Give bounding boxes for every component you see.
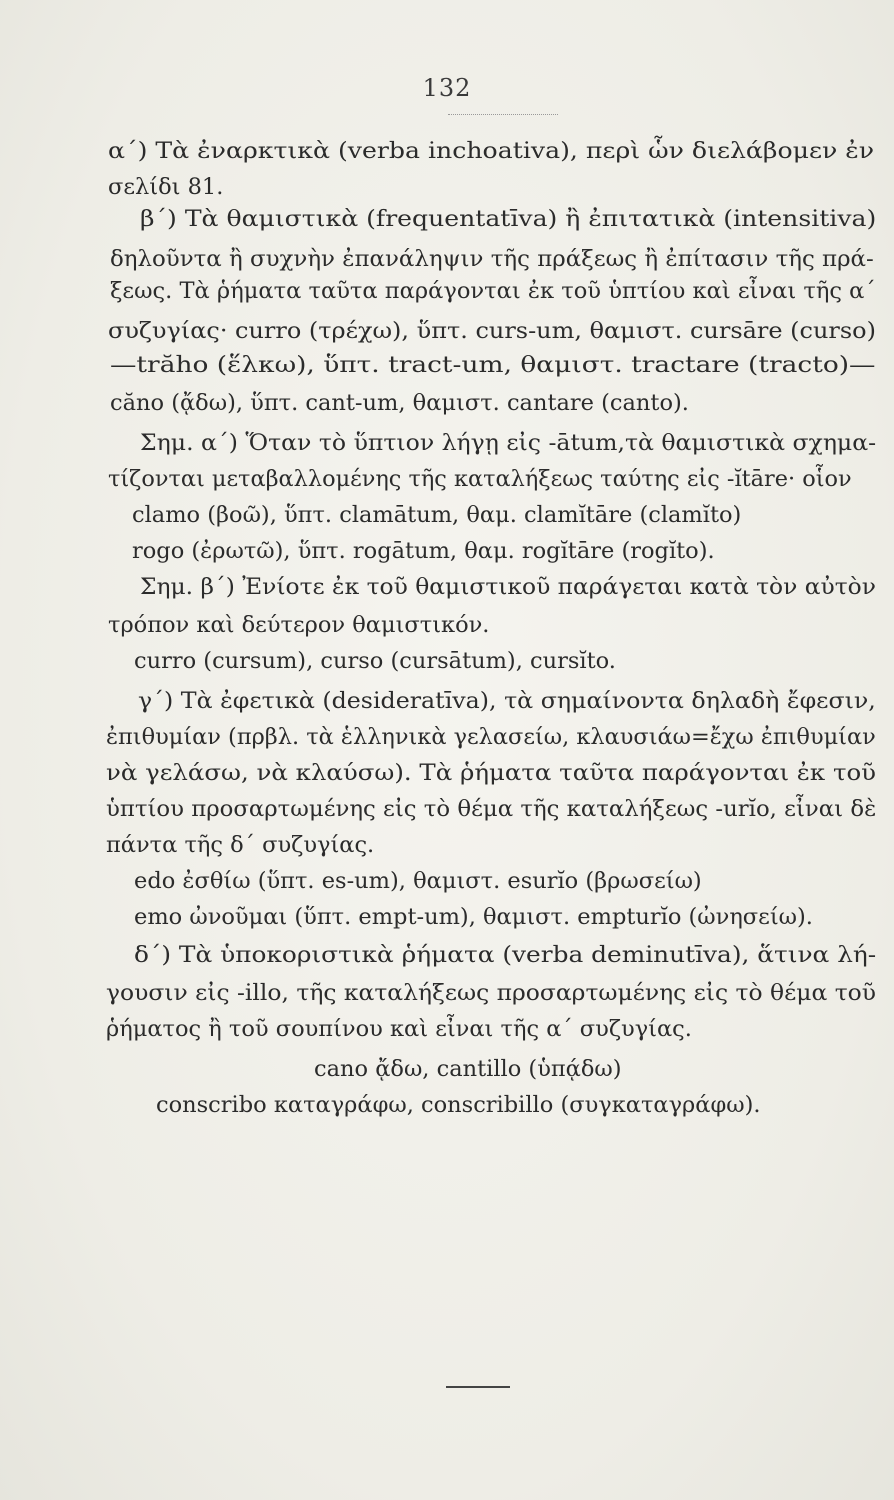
text-line: clamo (βοῶ), ὕπτ. clamātum, θαμ. clamĭtāre (clamĭto) <box>132 502 742 528</box>
text-line: curro (cursum), curso (cursātum), cursĭto. <box>134 648 616 674</box>
text-line: δηλοῦντα ἢ συχνὴν ἐπανάληψιν τῆς πράξεως ἢ ἐπίτασιν τῆς πρά- <box>110 246 874 272</box>
text-line: γ΄) Τὰ ἐφετικὰ (desideratīva), τὰ σημαίνοντα δηλαδὴ ἔφεσιν, <box>138 688 876 714</box>
text-line: edo ἐσθίω (ὕπτ. es-um), θαμιστ. esurĭo (βρωσείω) <box>134 868 702 894</box>
text-line: πάντα τῆς δ΄ συζυγίας. <box>106 832 375 858</box>
text-line: ἐπιθυμίαν (πρβλ. τὰ ἑλληνικὰ γελασείω, κλαυσιάω=ἔχω ἐπιθυμίαν <box>106 724 876 750</box>
page-number: 132 <box>422 74 472 102</box>
text-line: emo ὠνοῦμαι (ὕπτ. empt-um), θαμιστ. empturĭo (ὠνησείω). <box>134 904 813 930</box>
footer-divider <box>446 1386 510 1388</box>
text-line: rogo (ἐρωτῶ), ὕπτ. rogātum, θαμ. rogĭtāre (rogĭto). <box>132 538 715 564</box>
text-line: conscribo καταγράφω, conscribillo (συγκαταγράφω). <box>156 1092 761 1118</box>
text-line: α΄) Τὰ ἐναρκτικὰ (verba inchoativa), περὶ ὧν διελάβομεν ἐν <box>108 138 875 164</box>
text-line: β΄) Τὰ θαμιστικὰ (frequentatīva) ἢ ἐπιτατικὰ (intensitiva) <box>140 206 877 232</box>
text-line: ξεως. Τὰ ῥήματα ταῦτα παράγονται ἐκ τοῦ ὑπτίου καὶ εἶναι τῆς α΄ <box>110 278 876 304</box>
text-line: τίζονται μεταβαλλομένης τῆς καταλήξεως ταύτης εἰς -ĭtāre· οἷον <box>108 466 852 492</box>
text-line: Σημ. β΄) Ἐνίοτε ἐκ τοῦ θαμιστικοῦ παράγεται κατὰ τὸν αὐτὸν <box>140 574 876 600</box>
text-line: ῥήματος ἢ τοῦ σουπίνου καὶ εἶναι τῆς α΄ συζυγίας. <box>106 1016 692 1042</box>
text-line: Σημ. α΄) Ὅταν τὸ ὕπτιον λήγῃ εἰς -ātum,τὰ θαμιστικὰ σχημα- <box>140 430 877 456</box>
text-line: cano ᾄδω, cantillo (ὑπᾴδω) <box>314 1056 622 1082</box>
text-line: —trăho (ἕλκω), ὕπτ. tract-um, θαμιστ. tractare (tracto)— <box>110 352 876 378</box>
text-line: δ΄) Τὰ ὑποκοριστικὰ ῥήματα (verba deminutīva), ἅτινα λή- <box>134 942 877 968</box>
text-line: τρόπον καὶ δεύτερον θαμιστικόν. <box>108 612 490 638</box>
header-divider <box>448 114 558 115</box>
text-line: νὰ γελάσω, νὰ κλαύσω). Τὰ ῥήματα ταῦτα παράγονται ἐκ τοῦ <box>106 760 877 786</box>
text-line: γουσιν εἰς -illo, τῆς καταλήξεως προσαρτωμένης εἰς τὸ θέμα τοῦ <box>106 980 876 1006</box>
text-line: σελίδι 81. <box>108 174 224 200</box>
text-line: ὑπτίου προσαρτωμένης εἰς τὸ θέμα τῆς καταλήξεως -urĭo, εἶναι δὲ <box>106 796 877 822</box>
text-line: căno (ᾄδω), ὕπτ. cant-um, θαμιστ. cantare (canto). <box>110 390 689 416</box>
text-line: συζυγίας· curro (τρέχω), ὕπτ. curs-um, θαμιστ. cursāre (curso) <box>108 318 876 344</box>
